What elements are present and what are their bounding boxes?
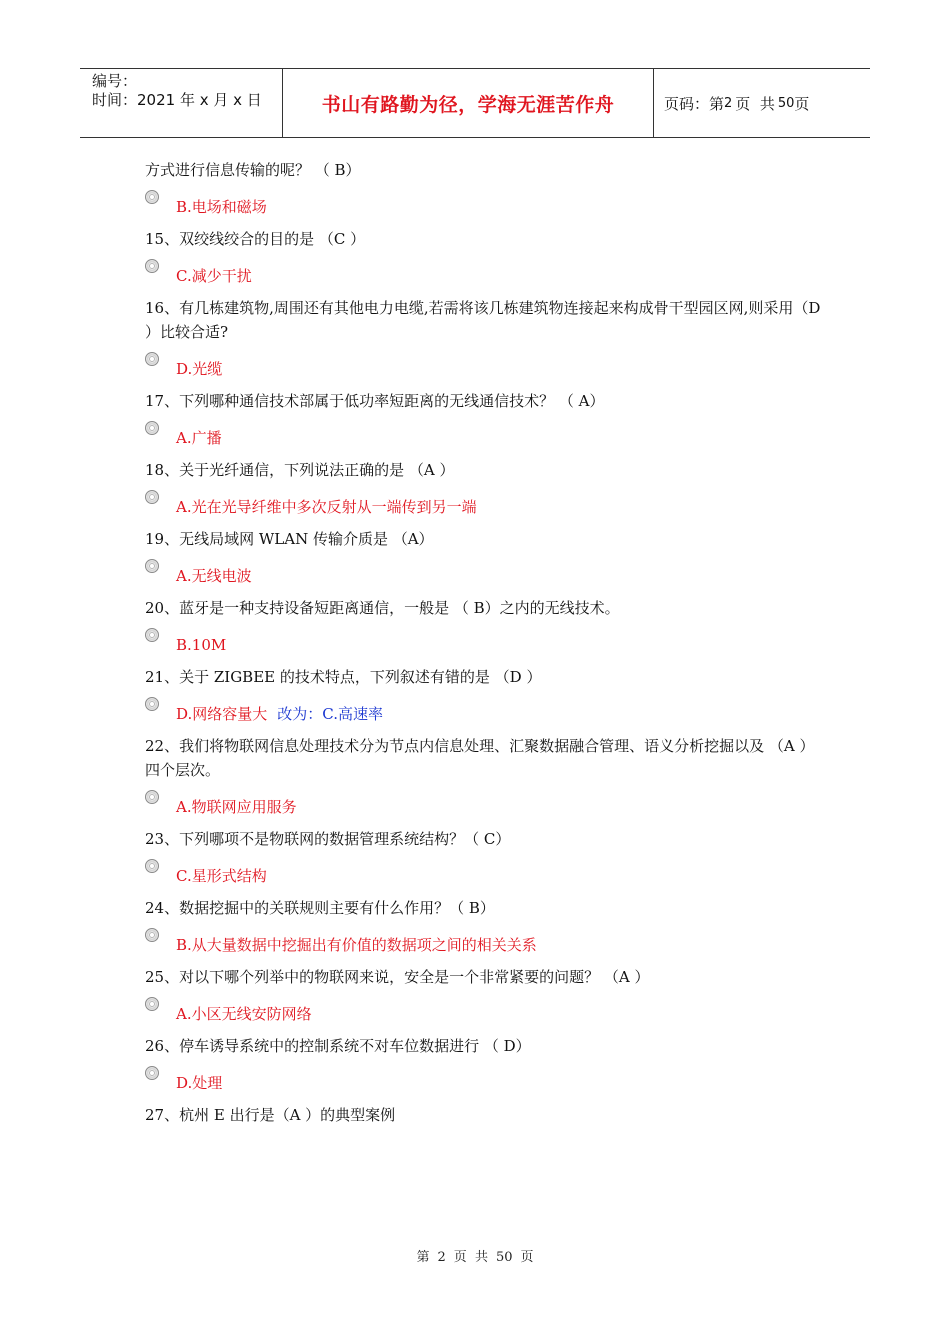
radio-button-icon[interactable] bbox=[145, 259, 159, 273]
answer-text: A.光在光导纤维中多次反射从一端传到另一端 bbox=[176, 498, 477, 516]
answer-text: D.网络容量大 bbox=[176, 705, 268, 723]
question-text: 20、蓝牙是一种支持设备短距离通信，一般是 （ B）之内的无线技术。 bbox=[145, 599, 620, 617]
question-text: 方式进行信息传输的呢？ （ B） bbox=[145, 161, 361, 179]
answer-text: C.减少干扰 bbox=[176, 267, 252, 285]
answer-option[interactable] bbox=[145, 196, 825, 218]
document-time-label: 时间：2021 年 x 月 x 日 bbox=[92, 91, 262, 109]
answer-option[interactable] bbox=[145, 796, 825, 818]
question-text: 23、下列哪项不是物联网的数据管理系统结构？（ C） bbox=[145, 830, 511, 848]
page-suffix: 页 bbox=[794, 94, 810, 113]
header-table bbox=[80, 68, 870, 138]
document-number-label: 编号： bbox=[92, 72, 138, 90]
answer-option[interactable] bbox=[145, 427, 825, 449]
question-text: 21、关于 ZIGBEE 的技术特点，下列叙述有错的是 （D ） bbox=[145, 668, 542, 686]
answer-text: A.小区无线安防网络 bbox=[176, 1005, 312, 1023]
radio-button-icon[interactable] bbox=[145, 490, 159, 504]
radio-button-icon[interactable] bbox=[145, 859, 159, 873]
footer-mid: 页 共 bbox=[453, 1250, 488, 1265]
answer-text: B.电场和磁场 bbox=[176, 198, 267, 216]
question-text: 22、我们将物联网信息处理技术分为节点内信息处理、汇聚数据融合管理、语义分析挖掘以及 （A ） 四个层次。 bbox=[145, 737, 815, 779]
radio-button-icon[interactable] bbox=[145, 559, 159, 573]
question-text: 26、停车诱导系统中的控制系统不对车位数据进行 （ D） bbox=[145, 1037, 531, 1055]
radio-button-icon[interactable] bbox=[145, 997, 159, 1011]
header-meta bbox=[80, 69, 282, 137]
question-text: 16、有几栋建筑物,周围还有其他电力电缆,若需将该几栋建筑物连接起来构成骨干型园区网,则采用（D ）比较合适? bbox=[145, 299, 821, 341]
answer-option[interactable] bbox=[145, 1003, 825, 1025]
answer-correction: 改为：C.高速率 bbox=[277, 705, 383, 723]
answer-option[interactable] bbox=[145, 703, 825, 725]
radio-button-icon[interactable] bbox=[145, 352, 159, 366]
page-mid: 页 共 bbox=[735, 94, 775, 113]
answer-option[interactable] bbox=[145, 865, 825, 887]
answer-text: D.光缆 bbox=[176, 360, 223, 378]
question-text: 15、双绞线绞合的目的是 （C ） bbox=[145, 230, 366, 248]
answer-option[interactable] bbox=[145, 496, 825, 518]
footer-page: 2 bbox=[437, 1250, 446, 1265]
question-list bbox=[145, 158, 825, 1127]
header-motto: 书山有路勤为径，学海无涯苦作舟 bbox=[321, 93, 615, 116]
radio-button-icon[interactable] bbox=[145, 190, 159, 204]
header-motto-cell bbox=[282, 69, 654, 137]
answer-text: B.从大量数据中挖掘出有价值的数据项之间的相关关系 bbox=[176, 936, 537, 954]
question-text: 24、数据挖掘中的关联规则主要有什么作用？（ B） bbox=[145, 899, 495, 917]
answer-option[interactable] bbox=[145, 265, 825, 287]
answer-option[interactable] bbox=[145, 565, 825, 587]
answer-text: D.处理 bbox=[176, 1074, 223, 1092]
footer-total: 50 bbox=[496, 1250, 513, 1265]
answer-option[interactable] bbox=[145, 358, 825, 380]
header-page-info bbox=[654, 69, 870, 137]
question-text: 18、关于光纤通信，下列说法正确的是 （A ） bbox=[145, 461, 455, 479]
radio-button-icon[interactable] bbox=[145, 928, 159, 942]
question-text: 27、杭州 E 出行是（A ）的典型案例 bbox=[145, 1106, 396, 1124]
answer-text: A.广播 bbox=[176, 429, 222, 447]
question-text: 25、对以下哪个列举中的物联网来说，安全是一个非常紧要的问题？ （A ） bbox=[145, 968, 650, 986]
answer-option[interactable] bbox=[145, 634, 825, 656]
radio-button-icon[interactable] bbox=[145, 790, 159, 804]
page-footer bbox=[0, 1246, 950, 1265]
footer-suffix: 页 bbox=[520, 1250, 534, 1265]
footer-prefix: 第 bbox=[416, 1250, 430, 1265]
answer-option[interactable] bbox=[145, 1072, 825, 1094]
answer-text: A.物联网应用服务 bbox=[176, 798, 297, 816]
radio-button-icon[interactable] bbox=[145, 1066, 159, 1080]
answer-option[interactable] bbox=[145, 934, 825, 956]
question-text: 17、下列哪种通信技术部属于低功率短距离的无线通信技术？ （ A） bbox=[145, 392, 605, 410]
question-text: 19、无线局域网 WLAN 传输介质是 （A） bbox=[145, 530, 434, 548]
page-prefix: 页码：第 bbox=[664, 94, 725, 113]
page-total: 50 bbox=[777, 95, 795, 111]
answer-text: C.星形式结构 bbox=[176, 867, 267, 885]
radio-button-icon[interactable] bbox=[145, 628, 159, 642]
answer-text: A.无线电波 bbox=[176, 567, 252, 585]
radio-button-icon[interactable] bbox=[145, 421, 159, 435]
page-number: 2 bbox=[724, 95, 733, 111]
answer-text: B.10M bbox=[176, 636, 227, 654]
radio-button-icon[interactable] bbox=[145, 697, 159, 711]
